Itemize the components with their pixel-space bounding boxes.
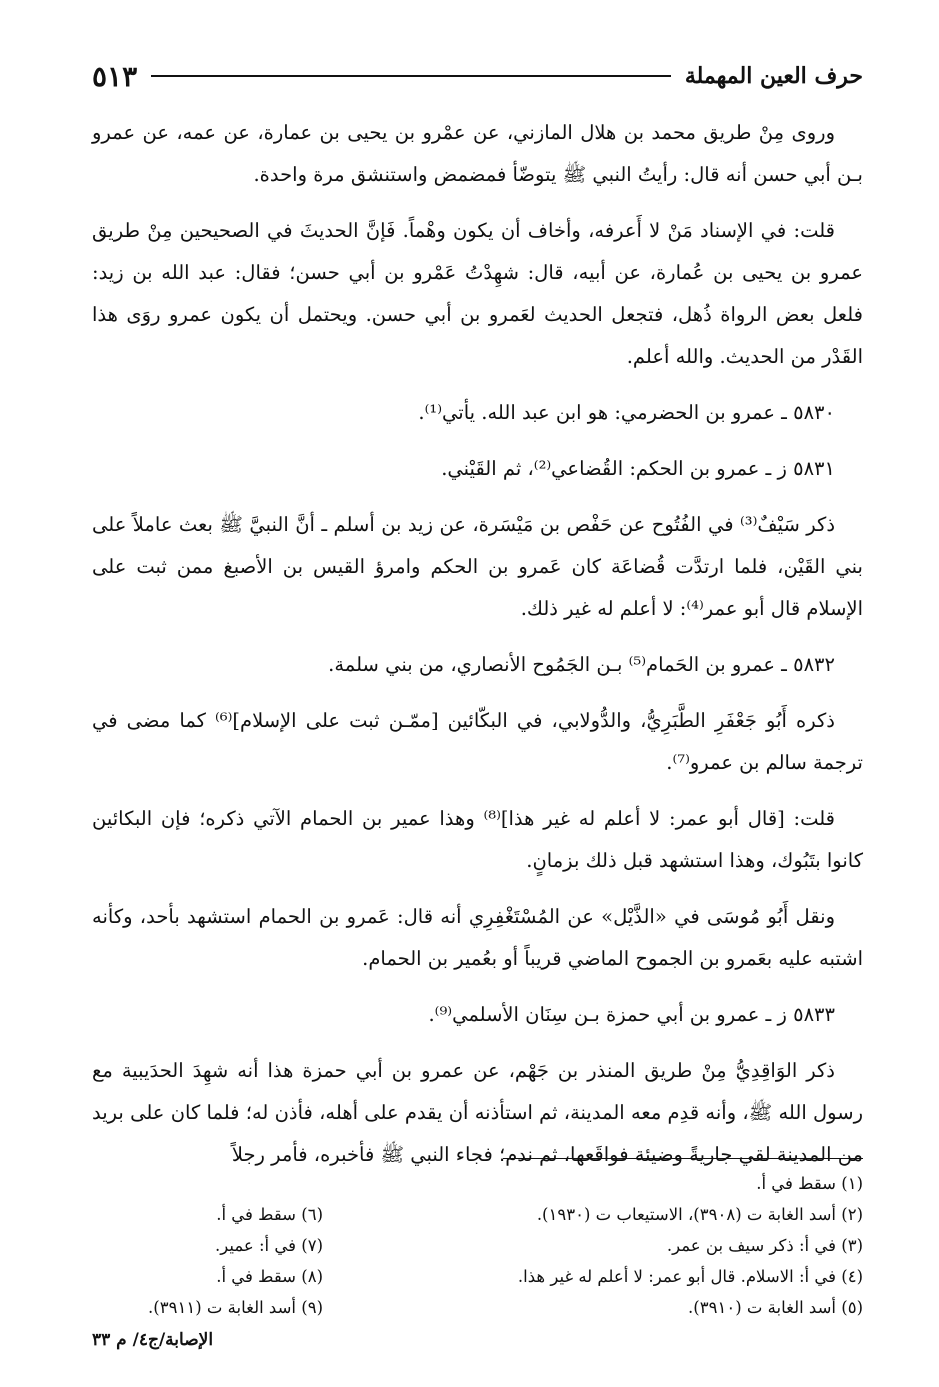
paragraph: ذكره أَبُو جَعْفَرِ الطَّبَرِيُّ، والدُّولابي، في البكّائين [ممّـن ثبت على الإسلام]⁽⁶⁾ كما مضى في ترجمة سالم بن عمرو⁽⁷⁾. xyxy=(92,709,863,774)
footnote: (٢) أسد الغابة ت (٣٩٠٨)، الاستيعاب ت (١٩٣٠). xyxy=(536,1205,863,1224)
footnote-separator xyxy=(503,1158,863,1159)
footnote: (٨) سقط في أ. xyxy=(216,1267,323,1286)
footnote: (٥) أسد الغابة ت (٣٩١٠). xyxy=(688,1298,863,1317)
footnotes-column-left xyxy=(148,1168,323,1323)
signature-mark: الإصابة/ج٤/ م ٣٣ xyxy=(92,1330,214,1350)
entry-heading: ٥٨٣١ ز ـ عمرو بن الحكم: القُضاعي⁽²⁾، ثم القَيْني. xyxy=(441,457,835,480)
entry-heading: ٥٨٣٠ ـ عمرو بن الحضرمي: هو ابن عبد الله. يأتي⁽¹⁾. xyxy=(418,401,835,424)
footnote: (١) سقط في أ. xyxy=(756,1174,863,1193)
footnote: (٩) أسد الغابة ت (٣٩١١). xyxy=(148,1298,323,1317)
entry-heading: ٥٨٣٣ ز ـ عمرو بن أبي حمزة بـن سِنَان الأسلمي⁽⁹⁾. xyxy=(428,1003,835,1026)
paragraph: قلت: في الإسناد مَنْ لا أَعرفه، وأخاف أن يكون وهْماً. فَإنَّ الحديثَ في الصحيحين مِنْ طريق عمرو بن يحيى بن عُمارة، عن أبيه، قال: شهِدْتُ عَمْرو بن أبي حسن؛ فقال: عبد الله بن زيد: فلعل بعض الرواة ذُهل، فتجعل الحديث لعَمرو بن أبي حسن. ويحتمل أن يكون عمرو روَى هذا القَدْر من الحديث. والله أعلم. xyxy=(92,219,863,368)
paragraph: قلت: [قال أبو عمر: لا أعلم له غير هذا]⁽⁸⁾ وهذا عمير بن الحمام الآتي ذكره؛ فإن البكائين كانوا بتَبُوك، وهذا استشهد قبل ذلك بزمانٍ. xyxy=(92,807,863,872)
footnote: (٤) في أ: الاسلام. قال أبو عمر: لا أعلم له غير هذا. xyxy=(517,1267,863,1286)
paragraph: ذكر الوَاقِدِيُّ مِنْ طريق المنذر بن جَهْم، عن عمرو بن أبي حمزة هذا أنه شهِدَ الحدَيبية مع رسول الله ﷺ، وأنه قدِم معه المدينة، ثم استأذنه أن يقدم على أهله، فأذن له؛ فلما كان على بريد من المدينة لقي جاريةً وضيئة فواقَعها، ثم ندم؛ فجاء النبي ﷺ فأخبره، فأمر رجلاً xyxy=(92,1059,863,1166)
footnotes-column-right xyxy=(443,1168,863,1323)
footnote: (٧) في أ: عمير. xyxy=(215,1236,323,1255)
page-number: ٥١٣ xyxy=(92,59,138,93)
entry-heading: ٥٨٣٢ ـ عمرو بن الحَمام⁽⁵⁾ بـن الجَمُوح الأنصاري، من بني سلمة. xyxy=(328,653,835,676)
main-text xyxy=(92,112,863,1190)
page-header xyxy=(92,58,863,94)
paragraph: ذكر سَيْفٌ⁽³⁾ في الفُتُوح عن حَفْص بن مَيْسَرة، عن زيد بن أسلم ـ أنَّ النبيَّ ﷺ بعث عاملاً على بني القَيْن، فلما ارتدَّت قُضاعَة كان عَمرو بن الحكم وامرؤ القيس بن الأصبغ ممن ثبت على الإسلام قال أبو عمر⁽⁴⁾: لا أعلم له غير ذلك. xyxy=(92,513,863,620)
paragraph: وروى مِنْ طريق محمد بن هلال المازني، عن عمْرو بن يحيى بن عمارة، عن عمه، عن عمرو بـن أبي حسن أنه قال: رأيتُ النبي ﷺ يتوضّأ فمضمض واستنشق مرة واحدة. xyxy=(92,121,863,186)
paragraph: ونقل أَبُو مُوسَى في «الذَّيْل» عن المُسْتَغْفِرِي أنه قال: عَمرو بن الحمام استشهد بأحد، وكأنه اشتبه عليه بعَمرو بن الجموح الماضي قريباً أو بعُمير بن الحمام. xyxy=(92,905,863,970)
header-rule xyxy=(151,75,671,77)
footnotes xyxy=(92,1168,863,1323)
footnote: (٦) سقط في أ. xyxy=(216,1205,323,1224)
chapter-title: حرف العين المهملة xyxy=(684,63,863,89)
footnote: (٣) في أ: ذكر سيف بن عمر. xyxy=(666,1236,863,1255)
